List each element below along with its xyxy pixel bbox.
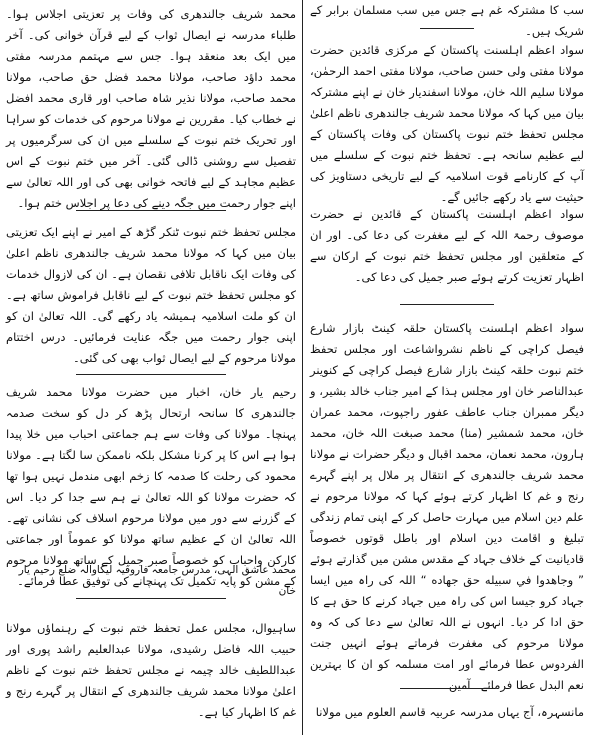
column-divider — [302, 0, 303, 735]
right-article-1: سب کا مشترکہ غم ہے جس میں سب مسلمان برابر کے شریک ہیں۔ — [310, 3, 584, 38]
right-article-3: سواد اعظم اہلسنت پاکستان کے قائدین نے حضرت موصوف رحمۃ اللہ کے لیے مغفرت کی دعا کی۔ اور ان کے متعلقین اور مجلس تحفظ ختم نبوت کے ارکان سے اظہار تعزیت کرتے ہوئے صبر جمیل کی دعا کی۔ — [310, 207, 584, 284]
article-separator — [400, 688, 494, 689]
article-separator — [76, 598, 226, 599]
right-article-5: مانسہرہ، آج یہاں مدرسہ عربیہ قاسم العلوم میں مولانا — [315, 705, 584, 719]
right-article-4: سواد اعظم اہلسنت پاکستان حلقہ کینٹ بازار شارع فیصل کراچی کے ناظم نشرواشاعت اور مجلس تحفظ ختم نبوت حلقہ کینٹ بازار شارع فیصل کراچی کے کنوینر عبدالناصر خان اور مجلس ہذا کے امیر جناب خالد بشیر، و دیگر ممبران جناب عاطف عفور راجپوت، محمد عمران خان، محمد شمشیر (منا) محمد صبغت اللہ خان، محمد ہارون، محمد نعمان، محمد اقبال و دیگر حضرات نے مولانا محمد شریف جالندھری کے انتقال پر ملال پر اپنے گہرے رنج و غم کا اظہار کرتے ہوئے کہا کہ مولانا مرحوم نے علم دین اسلام میں مہارت حاصل کر کے اپنی تمام زندگی تبلیغ و اقامت دین اسلام اور باطل قوتوں خصوصاً قادیانیت کے خلاف جہاد کے مقدس مشن میں گذارتے ہوئے ” وجاهدوا في سبيله حق جهاده “ اللہ کی راہ میں ایسا جہاد کرو جیسا اس کی راہ میں جہاد کرنے کا حق ہے کا حق ادا کر دیا۔ انہوں نے اللہ تعالیٰ سے دعا کی کہ وہ مولانا مرحوم کی مغفرت فرماتے ہوئے انہیں جنت الفردوس عطا فرمائے اور امت مسلمہ کو ان کا بہترین نعم البدل عطا فرمائے۔ آمین — [310, 321, 584, 692]
left-column — [6, 0, 296, 735]
article-separator — [76, 210, 226, 211]
right-article-2: سواد اعظم اہلسنت پاکستان کے مرکزی قائدین حضرت مولانا مفتی ولی حسن صاحب، مولانا مفتی احمد الرحمٰن، مولانا سلیم اللہ خان، مولانا اسفندیار خان نے اپنے مشترکہ بیان میں کہا کہ مولانا محمد شریف جالندھری ناظم اعلیٰ مجلس تحفظ ختم نبوت پاکستان کی وفات پاکستان کے لیے عظیم سانحہ ہے۔ تحفظ ختم نبوت کے سلسلے میں آپ کے کارنامے قوت اسلامیہ کے لیے تاریخی دستاویز کی حیثیت سے یاد رکھے جائیں گے۔ — [310, 43, 584, 204]
article-separator — [400, 304, 494, 305]
right-column — [310, 0, 584, 735]
article-separator — [76, 374, 226, 375]
left-article-4: ساہیوال، مجلس عمل تحفظ ختم نبوت کے رہنماؤں مولانا حبیب اللہ فاضل رشیدی، مولانا عبدالعلیم راشد پوری اور عبداللطیف خالد چیمہ نے مجلس تحفظ ختم نبوت کے ناظم اعلیٰ مولانا محمد شریف جالندھری کے انتقال پر گہرے رنج و غم کا اظہار کیا ہے۔ — [6, 621, 296, 719]
article-separator — [420, 28, 474, 29]
left-article-1: محمد شریف جالندھری کی وفات پر تعزیتی اجلاس ہوا۔ طلباء مدرسہ نے ایصال ثواب کے لیے قرآن خوانی کی۔ آخر میں ایک بعد منعقد ہوا۔ جس سے مہتمم مدرسہ مفتی محمد داؤد صاحب، مولانا محمد فضل حق صاحب، مولانا محمد صاحب، مولانا نذیر شاہ صاحب اور قاری محمد افضل نے خطاب کیا۔ مقررین نے مولانا مرحوم کی خدمات کو سراہا اور تحریک ختم نبوت کے سلسلے میں ان کی سرگرمیوں پر تفصیل سے روشنی ڈالی گئی۔ آخر میں ختم نبوت کے اس عظیم مجاہد کے لیے فاتحہ خوانی بھی کی اور اللہ تعالیٰ سے اپنے جوار رحمت میں جگہ دینے کی دعا پر اجلاس ختم ہوا۔ — [6, 7, 296, 210]
left-article-3: رحیم یار خان، اخبار میں حضرت مولانا محمد شریف جالندھری کا سانحہ ارتحال پڑھ کر دل کو سخت صدمہ پہنچا۔ مولانا کی وفات سے ہم جماعتی احباب میں خلا پیدا ہوا ہے اس کا پر کرنا مشکل بلکہ ناممکن سا لگتا ہے۔ مولانا محمود کی رحلت کا صدمہ کا زخم ابھی مندمل نہیں ہوا تھا کہ حضرت مولانا کو اللہ تعالیٰ نے ہم سے جدا کر دیا۔ اس کے گزرنے سے دور میں مولانا مرحوم اسلاف کی نشانی تھے۔ اللہ تعالیٰ ان کے عظیم ساتھ مولانا کو عموماً اور جماعتی کارکن واحباب کو خصوصاً صبر جمیل کے ساتھ مولانا مرحوم کے مشن کو پایہ تکمیل تک پہنچانے کی توفیق عطا فرمائے۔ — [6, 385, 296, 588]
left-article-2: مجلس تحفظ ختم نبوت ٹنکر گڑھ کے امیر نے اپنے ایک تعزیتی بیان میں کہا کہ مولانا محمد شریف جالندھری ناظم اعلیٰ کی وفات ایک ناقابل تلافی نقصان ہے۔ ان کی لازوال خدمات کو مجلس تحفظ ختم نبوت کے لیے ناقابل فراموش ساتھ ہے۔ ان کو ملت اسلامیہ ہمیشہ یاد رکھے گی۔ اللہ تعالیٰ ان کو اپنی جوار رحمت میں جگہ عنایت فرمائیں۔ درس اختتام مولانا مرحوم کے لیے ایصال ثواب بھی کی گئی۔ — [6, 225, 296, 365]
left-article-3-signature: محمد عاشق الہی، مدرس جامعہ فاروقیہ لیکاوالہ ضلع رحیم یار خان — [18, 564, 296, 597]
